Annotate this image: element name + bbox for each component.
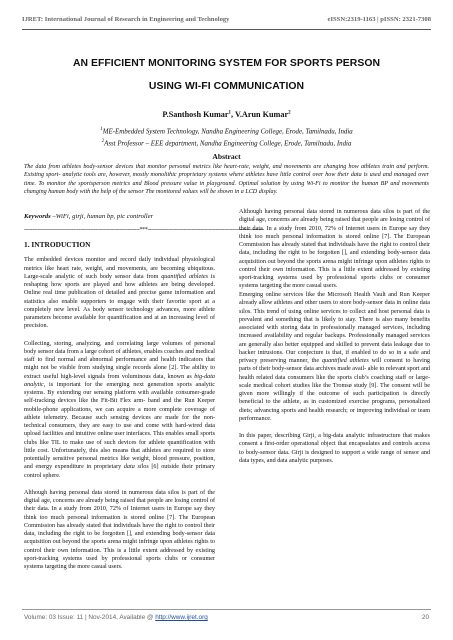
footer-volume bbox=[24, 614, 208, 621]
affiliations bbox=[20, 125, 433, 148]
footer-link[interactable]: http://www.ijret.org bbox=[155, 614, 208, 621]
author-2-sup: 2 bbox=[288, 110, 291, 116]
p2-emphasis-2: data silos bbox=[123, 464, 149, 471]
intro-paragraph-2 bbox=[24, 340, 215, 480]
left-column bbox=[24, 238, 215, 570]
affiliation-1-sup: 1 bbox=[100, 127, 103, 132]
footer-rule bbox=[22, 609, 431, 610]
p2-emphasis: big-data analytic bbox=[24, 373, 215, 388]
affiliation-1 bbox=[20, 125, 433, 137]
page-number: 20 bbox=[421, 614, 429, 621]
running-header bbox=[22, 14, 431, 28]
keywords-text: –WiFi, girji, human bp, pic controller bbox=[50, 213, 154, 220]
p4-text-b: will consent to having parts of their body-sensor data archives made avail- able to relevant sport and health related data consumers like the sports club’s coaching staff or large-scale medical cohort studies like the Tromsø study [9]. The consent will be given more willingly if the outcome of such participation is directly beneficial to the athlete, as in customized exercise programs, personalized diets; advancing sports and health research; or improving individual or team performance. bbox=[239, 358, 430, 422]
p4-text-a: Emerging online services like the Microsoft Health Vault and Run Keeper already allow athletes and other users to store body-sensor data in online data silos. This trend of using online services to collect and host personal data is prevalent and something that is likely to stay. There is also many benefits associated with storing data in professionally managed services, including increased availability and regular backups. Professionally managed services are generally also better equipped and skilled to prevent data leakage due to hacker intrusions. Our conjecture is that, if enabled to do so in a safe and privacy preserving manner, the bbox=[239, 292, 430, 364]
affiliation-2-text: Asst Professor – EEE department, Nandha Engineering College, Erode, Tamilnadu, India bbox=[104, 140, 352, 147]
affiliation-2 bbox=[20, 137, 433, 149]
author-separator: , bbox=[231, 110, 235, 119]
author-2: V.Arun Kumar bbox=[235, 110, 289, 119]
header-rule bbox=[22, 29, 431, 30]
affiliation-2-sup: 2 bbox=[101, 138, 105, 144]
intro-paragraph-3: Although having personal data stored in numerous data silos is part of the digital age, concerns are already being raised that people are losing control of their data. In a study from 2010, 72% of Internet users in Europe say they think too much personal information is stored online [7]. The European Commission has already stated that individuals have the right to control their data, including the right to be forgotten [], and extending body-sensor data acquisition out beyond the sports arena might infringe upon athletes rights to control their own information. This is a little extent addressed by existing sport-tracking systems used by professional sports clubs or consumer systems targeting the more casual users. bbox=[24, 489, 215, 570]
right-column bbox=[239, 209, 430, 474]
authors bbox=[20, 110, 433, 119]
abstract-text: The data from athletes body-sensor devices that monitor personal metrics like heart-rate, weight, and movements are changing how athletes train and perform. Existing sport- analytic tools are, however, mostly monolithic proprietary systems where athletes have little control over how their data is used and managed over time. To monitor the sportsperson metrics and Blood pressure value in playground. Optimal solution by using Wi-Fi to monitor the human BP and movements changing human body with the help of the sensor The monitored values will be shown in a LCD display. bbox=[24, 164, 429, 195]
keywords-label: Keywords bbox=[24, 213, 51, 220]
section-separator: --------------------------------------------------------------------***-------------------------------------------------------------------- bbox=[24, 227, 264, 233]
issn: eISSN:2319-1163 | pISSN: 2321-7308 bbox=[327, 16, 431, 23]
p2-text-b: , is important for the emerging next generation sports analytic systems. By extending our sensing platform with available consumer-grade self-tracking devices like the Fit-Bit Flex arm- band and the Run Keeper mobile-phone applications, we can acquire a more complete coverage of athlete telemetry. Because such sensing devices are made for the non-technical consumers, they are easy to use and come with hard-wired data upload facilities and intuitive online user interfaces. This enables small sports clubs like TIL to make use of such devices for athlete quantification with little cost. Unfortunately, this also means that athletes are required to store potentially sensitive personal metrics like weight, blood pressure, position, and energy expenditure in proprietary bbox=[24, 381, 215, 471]
author-1: P.Santhosh Kumar bbox=[162, 110, 229, 119]
p2-text-c: [6] outside their primary control sphere. bbox=[24, 464, 215, 479]
intro-paragraph-4 bbox=[239, 291, 430, 423]
title-line-1: AN EFFICIENT MONITORING SYSTEM FOR SPORTS PERSON bbox=[72, 58, 381, 69]
p1-text-a: The embedded devices monitor and record daily individual physiological metrics like heart rate, weight, and movements, are becoming ubiquitous. Large-scale analytic of such body sensor data from bbox=[24, 257, 215, 280]
abstract-heading: Abstract bbox=[212, 152, 241, 161]
intro-paragraph-5: In this paper, describing Girji, a big-data analytic infrastructure that makes consent a first-order operational object that encapsulates and controls access to body-sensor data. Girji is designed to support a wide range of sensor and data types, and data analytic purposes. bbox=[239, 433, 430, 464]
title-line-2: USING WI-FI COMMUNICATION bbox=[148, 81, 305, 92]
p4-emphasis: quantified athletes bbox=[321, 358, 369, 364]
paper-title bbox=[20, 52, 433, 98]
p1-text-b: is reshaping how sports are played and how athletes are being developed. Online real time publication of detailed and precise game information and statistics also enable supporters to engage with their favorite sport at a completely new level. As body sensor technology advances, more athlete parameters become available for quantification and at an increasing level of precision. bbox=[24, 273, 215, 330]
p3-continued-text: Although having personal data stored in numerous data silos is part of the digital age, concerns are already being raised that people are losing control of their data. In a study from 2010, 72% of Internet users in Europe say they think too much personal information is stored online [7]. The European Commission has already stated that individuals have the right to control their data, including the right to be forgotten [], and extending body-sensor data acquisition out beyond the sports arena might infringe upon athletes rights to control their own information. This is a little extent addressed by existing sport-tracking systems used by professional sports clubs or consumer systems targeting the more casual users. bbox=[239, 209, 430, 290]
p1-emphasis: quantified athletes bbox=[161, 273, 209, 280]
journal-name: IJRET: International Journal of Research in Engineering and Technology bbox=[22, 16, 230, 23]
section-heading-introduction: 1. INTRODUCTION bbox=[24, 240, 91, 249]
intro-paragraph-1 bbox=[24, 256, 215, 330]
intro-paragraph-3-continued bbox=[239, 208, 430, 290]
author-1-sup: 1 bbox=[228, 110, 232, 116]
affiliation-1-text: ME-Embedded System Technology, Nandha Engineering College, Erode, Tamilnadu, India bbox=[102, 128, 353, 136]
footer-volume-text: Volume: 03 Issue: 11 | Nov-2014, Available @ bbox=[24, 614, 156, 621]
p2-text-a: Collecting, storing, analyzing, and correlating large volumes of personal body sensor data from a large cohort of athletes, enables coaches and medical staff to find normal and abnormal performance and health indicators that might not be visible from studying single records alone [2]. The ability to extract useful high-level signals from voluminous data, known as bbox=[24, 340, 215, 380]
